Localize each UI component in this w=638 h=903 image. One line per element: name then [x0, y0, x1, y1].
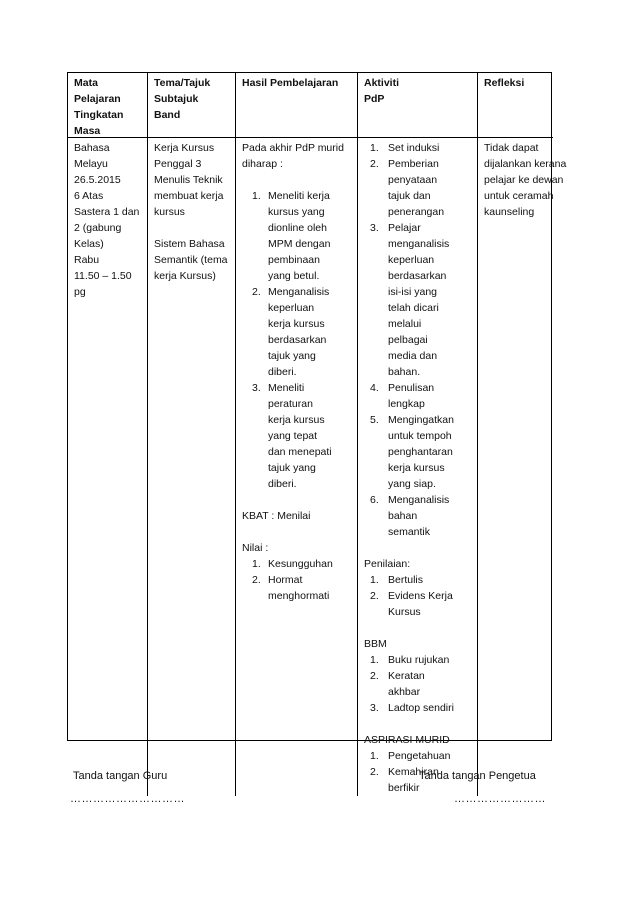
list-item: 1. Pengetahuan	[364, 748, 471, 764]
cell-reflection	[478, 138, 567, 796]
list-item-text: yang tepat	[268, 430, 318, 442]
header-text: Pelajaran	[74, 93, 121, 105]
list-item-text: bahan	[388, 510, 418, 522]
list-item-text: pembinaan	[268, 254, 320, 266]
header-aktiviti	[358, 73, 478, 138]
list-item-text: penerangan	[388, 206, 445, 218]
list-item-text: diberi.	[268, 478, 297, 490]
list-item-text: dionline oleh	[268, 222, 327, 234]
teacher-signature-line: …………………………	[70, 793, 185, 805]
learning-outcomes-list	[242, 188, 351, 492]
list-item-text: akhbar	[388, 686, 421, 698]
reflection-text: kaunseling	[484, 206, 535, 218]
list-item-text: Kesungguhan	[268, 558, 333, 570]
list-item-text: kursus yang	[268, 206, 325, 218]
list-item-text: peraturan	[268, 398, 313, 410]
list-item-text: Kemahiran	[388, 766, 439, 778]
theme-text: kursus	[154, 206, 185, 218]
header-mata-pelajaran	[68, 73, 148, 138]
list-item-text: Pelajar	[388, 222, 421, 234]
list-item: 2. Keratan akhbar	[364, 668, 471, 700]
theme-text: Sistem Bahasa	[154, 238, 225, 250]
list-item-text: Ladtop sendiri	[388, 702, 454, 714]
outcome-intro-text: diharap :	[242, 158, 283, 170]
list-item: 1. Set induksi	[364, 140, 471, 156]
list-item-text: Meneliti	[268, 382, 305, 394]
subject-info-text: 26.5.2015	[74, 174, 121, 186]
list-item-text: Penulisan	[388, 382, 435, 394]
theme-text: Kerja Kursus	[154, 142, 215, 154]
subject-info-text: pg	[74, 286, 86, 298]
list-item-text: kerja kursus	[268, 414, 325, 426]
header-text: Mata	[74, 77, 98, 89]
subject-info-text: Rabu	[74, 254, 100, 266]
list-item: 1. Bertulis	[364, 572, 471, 588]
list-item-text: Evidens Kerja	[388, 590, 453, 602]
list-item-text: Mengingatkan	[388, 414, 454, 426]
header-text: Aktiviti	[364, 77, 400, 89]
header-text: Tingkatan	[74, 109, 124, 121]
list-item: 1. Buku rujukan	[364, 652, 471, 668]
kbat-text: KBAT : Menilai	[242, 510, 311, 522]
theme-text: Semantik (tema	[154, 254, 228, 266]
list-item-text: pelbagai	[388, 334, 428, 346]
list-item-text: tajuk yang	[268, 350, 316, 362]
subject-info-text: Sastera 1 dan	[74, 206, 140, 218]
list-item: 1. Kesungguhan	[242, 556, 351, 572]
list-item-text: Meneliti kerja	[268, 190, 330, 202]
header-text: Band	[154, 109, 181, 121]
list-item-text: berdasarkan	[388, 270, 447, 282]
list-item-text: kerja kursus	[388, 462, 445, 474]
list-item-text: penghantaran	[388, 446, 453, 458]
cell-subject-info	[68, 138, 148, 796]
list-item-text: diberi.	[268, 366, 297, 378]
theme-text: Penggal 3	[154, 158, 202, 170]
list-item: 3. Ladtop sendiri	[364, 700, 471, 716]
nilai-label: Nilai :	[242, 542, 269, 554]
bbm-label: BBM	[364, 638, 387, 650]
list-item-text: Pemberian	[388, 158, 439, 170]
list-item-text: tajuk yang	[268, 462, 316, 474]
list-item-text: Bertulis	[388, 574, 424, 586]
list-item: 1. Meneliti kerja kursus yang dionline oleh MPM dengan pembinaan yang betul.	[242, 188, 351, 284]
list-item-text: bahan.	[388, 366, 421, 378]
header-refleksi	[478, 73, 553, 138]
header-text: PdP	[364, 93, 385, 105]
list-item: 2. Menganalisis keperluan kerja kursus berdasarkan tajuk yang diberi.	[242, 284, 351, 380]
outcome-intro-text: Pada akhir PdP murid	[242, 142, 344, 154]
list-item: 2. Hormat menghormati	[242, 572, 351, 604]
list-item-text: keperluan	[388, 254, 435, 266]
list-item-text: berfikir	[388, 782, 420, 794]
list-item-text: kerja kursus	[268, 318, 325, 330]
header-hasil-pembelajaran	[236, 73, 358, 138]
list-item-text: yang betul.	[268, 270, 320, 282]
header-text: Subtajuk	[154, 93, 199, 105]
subject-info-text: 11.50 – 1.50	[74, 270, 132, 282]
list-item-text: tajuk dan	[388, 190, 431, 202]
reflection-text: Tidak dapat	[484, 142, 539, 154]
header-text: Masa	[74, 125, 101, 137]
list-item-text: Menganalisis	[268, 286, 330, 298]
activities-list	[364, 140, 471, 540]
list-item: 4. Penulisan lengkap	[364, 380, 471, 412]
list-item-text: semantik	[388, 526, 431, 538]
theme-text: Menulis Teknik	[154, 174, 223, 186]
cell-theme-info	[148, 138, 236, 796]
list-item-text: Hormat	[268, 574, 303, 586]
list-item: 2. Kemahiran berfikir	[364, 764, 471, 796]
header-text: Refleksi	[484, 77, 525, 89]
list-item-text: berdasarkan	[268, 334, 327, 346]
list-item-text: Set induksi	[388, 142, 440, 154]
theme-text: kerja Kursus)	[154, 270, 216, 282]
header-text: Hasil Pembelajaran	[242, 77, 339, 89]
list-item-text: Kursus	[388, 606, 421, 618]
header-text: Tema/Tajuk	[154, 77, 211, 89]
list-item-text: isi-isi yang	[388, 286, 438, 298]
theme-text: membuat kerja	[154, 190, 224, 202]
list-item-text: Keratan	[388, 670, 425, 682]
reflection-text: untuk ceramah	[484, 190, 554, 202]
penilaian-list	[364, 572, 471, 620]
nilai-list	[242, 556, 351, 604]
list-item-text: telah dicari	[388, 302, 439, 314]
list-item-text: Buku rujukan	[388, 654, 450, 666]
principal-signature-label: Tanda tangan Pengetua	[419, 770, 536, 782]
subject-info-text: 6 Atas	[74, 190, 104, 202]
list-item: 3. Pelajar menganalisis keperluan berdasarkan isi-isi yang telah dicari melalui pelbagai media dan bahan.	[364, 220, 471, 380]
reflection-text: pelajar ke dewan	[484, 174, 564, 186]
list-item-text: keperluan	[268, 302, 315, 314]
subject-info-text: Kelas)	[74, 238, 104, 250]
list-item-text: menganalisis	[388, 238, 450, 250]
list-item: 2. Pemberian penyataan tajuk dan penerangan	[364, 156, 471, 220]
list-item-text: media dan	[388, 350, 438, 362]
cell-activities	[358, 138, 478, 796]
list-item: 3. Meneliti peraturan kerja kursus yang tepat dan menepati tajuk yang diberi.	[242, 380, 351, 492]
subject-info-text: 2 (gabung	[74, 222, 122, 234]
header-tema-tajuk	[148, 73, 236, 138]
teacher-signature-label: Tanda tangan Guru	[73, 770, 168, 782]
list-item-text: menghormati	[268, 590, 330, 602]
list-item-text: untuk tempoh	[388, 430, 452, 442]
principal-signature-line: ……………………	[454, 793, 546, 805]
list-item-text: MPM dengan	[268, 238, 331, 250]
list-item-text: lengkap	[388, 398, 425, 410]
penilaian-label: Penilaian:	[364, 558, 411, 570]
list-item: 6. Menganalisis bahan semantik	[364, 492, 471, 540]
list-item-text: dan menepati	[268, 446, 332, 458]
list-item-text: melalui	[388, 318, 422, 330]
list-item-text: Pengetahuan	[388, 750, 451, 762]
reflection-text: dijalankan kerana	[484, 158, 567, 170]
subject-info-text: Bahasa	[74, 142, 110, 154]
list-item: 2. Evidens Kerja Kursus	[364, 588, 471, 620]
list-item: 5. Mengingatkan untuk tempoh penghantaran kerja kursus yang siap.	[364, 412, 471, 492]
list-item-text: penyataan	[388, 174, 438, 186]
cell-learning-outcomes	[236, 138, 358, 796]
subject-info-text: Melayu	[74, 158, 108, 170]
bbm-list	[364, 652, 471, 716]
list-item-text: Menganalisis	[388, 494, 450, 506]
list-item-text: yang siap.	[388, 478, 436, 490]
aspirasi-label: ASPIRASI MURID	[364, 734, 450, 746]
